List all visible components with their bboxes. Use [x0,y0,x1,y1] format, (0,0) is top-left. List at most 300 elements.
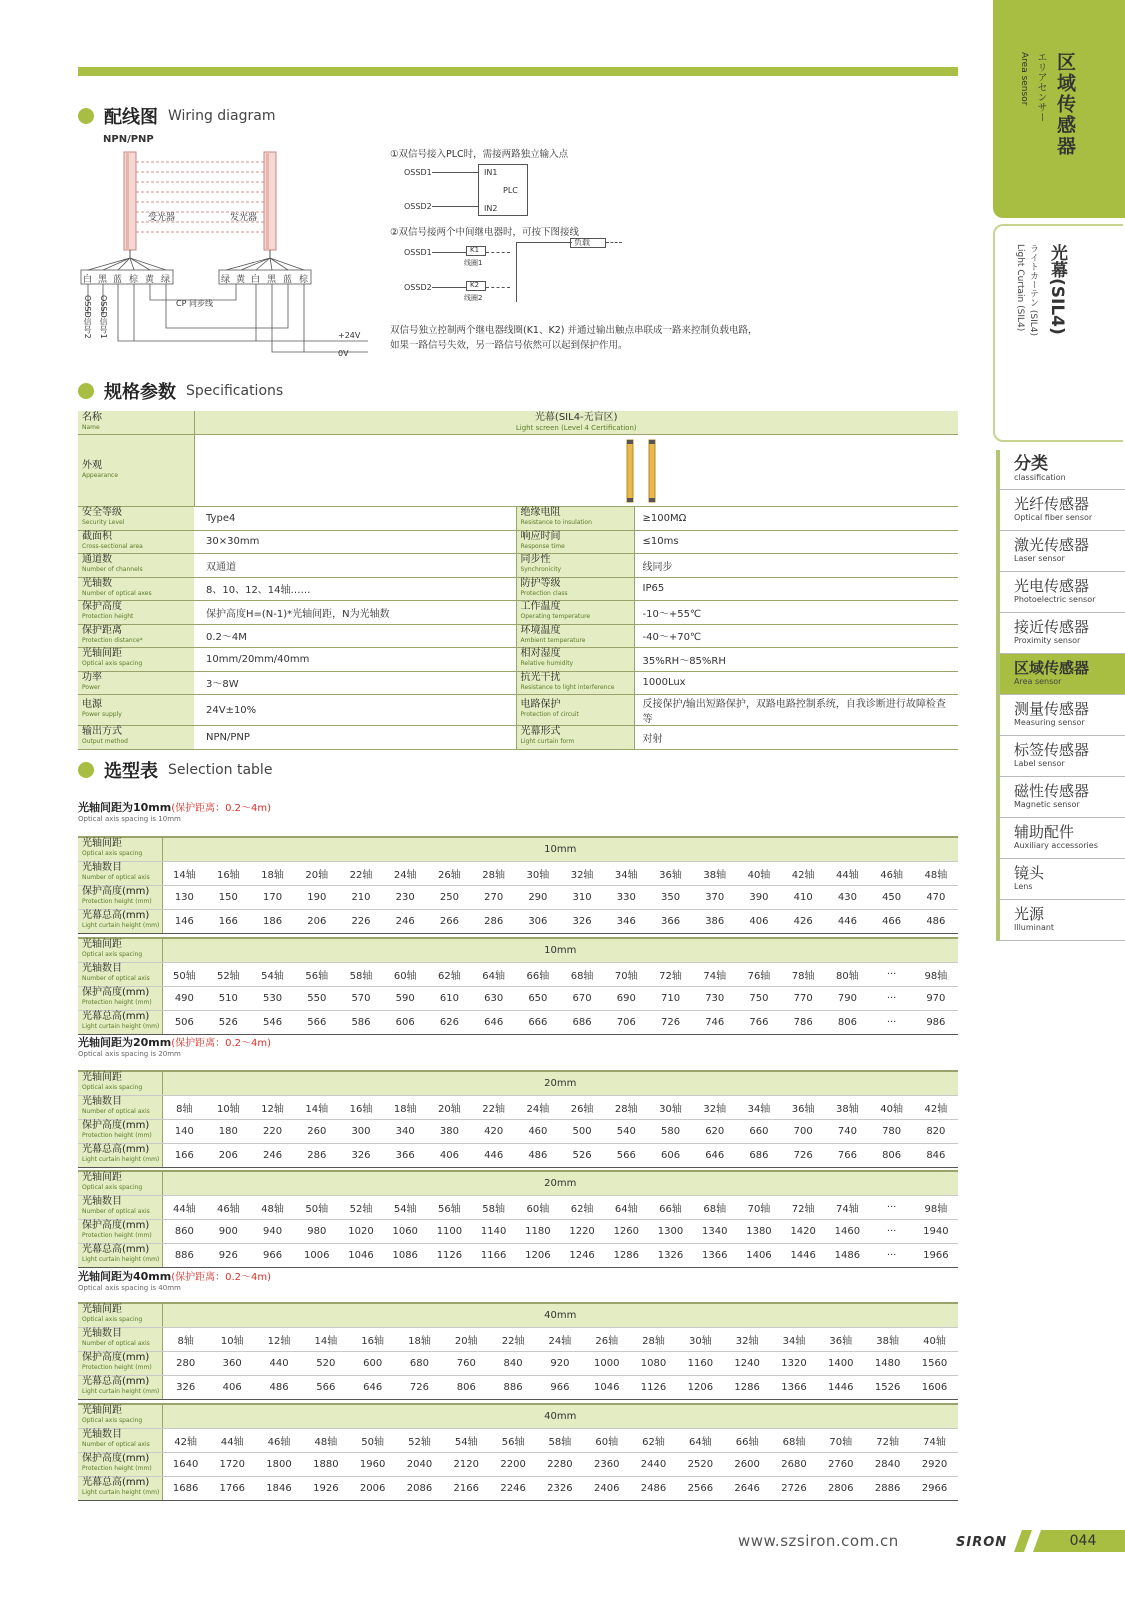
footer-accent [1014,1530,1032,1552]
side-menu-item-label: 接近传感器 [1014,618,1090,636]
selection-cell: 66轴 [516,962,560,986]
bullet-dot [78,108,94,124]
k2-label: K2 [470,281,480,289]
spec-row [78,507,958,531]
spec-label: 保护距离 Protection distance* [78,624,194,648]
selection-cell: 1126 [630,1375,677,1399]
top-accent-bar [78,67,958,76]
selection-cell: 18轴 [383,1095,427,1119]
selection-cell: 530 [250,986,294,1010]
selection-cell: 34轴 [604,861,648,885]
selection-cell: 166 [162,1143,206,1167]
selection-cell: 1460 [825,1219,869,1243]
selection-cell: 550 [295,986,339,1010]
side-menu-item[interactable] [996,654,1125,695]
product-card[interactable] [993,224,1123,442]
selection-cell: 2086 [396,1476,443,1500]
spec-label: 工作温度 Operating temperature [516,601,634,625]
selection-cell: 42轴 [781,861,825,885]
selection-table [78,1170,958,1268]
page-number: 044 [1069,1533,1097,1549]
selection-cell: 32轴 [693,1095,737,1119]
spec-label: 响应时间 Response time [516,530,634,554]
selection-cell: 68轴 [771,1428,818,1452]
selection-cell: 2840 [864,1452,911,1476]
side-menu-item[interactable] [996,818,1125,859]
side-menu-item-en: Magnetic sensor [1014,800,1080,809]
wiring-diagram [78,130,368,360]
cp-sync-label: CP 同步线 [176,299,213,308]
side-menu-item[interactable] [996,777,1125,818]
spec-value: Type4 [194,507,516,531]
selection-cell: ··· [870,1010,914,1034]
selection-cell: 746 [693,1010,737,1034]
selection-cell: 2326 [537,1476,584,1500]
selection-cell: 346 [604,909,648,933]
selection-cell: 70轴 [604,962,648,986]
selection-cell: 32轴 [724,1327,771,1351]
selection-cell: 1300 [648,1219,692,1243]
plc-note-1: ①双信号接入PLC时，需接两路独立输入点 [390,149,569,160]
selection-cell: 426 [781,909,825,933]
selection-cell: 40轴 [870,1095,914,1119]
selection-cell: 446 [825,909,869,933]
selection-cell: 1180 [516,1219,560,1243]
spec-appearance-row [78,435,958,507]
selection-cell: 1340 [693,1219,737,1243]
selection-table [78,1403,958,1501]
selection-cell: 406 [427,1143,471,1167]
selection-header-row [78,1303,958,1327]
spec-table [78,411,958,750]
product-card-jp: ライトカーテン (SIL4) [1028,244,1038,336]
selection-cell: 62轴 [427,962,471,986]
selection-cell: 38轴 [825,1095,869,1119]
selection-cell: 70轴 [817,1428,864,1452]
spec-row [78,601,958,625]
spec-label: 相对湿度 Relative humidity [516,648,634,672]
selection-row-label: 保护高度(mm) Protection height (mm) [78,1219,162,1243]
spec-value: 1000Lux [634,671,958,695]
spec-value: 10mm/20mm/40mm [194,648,516,672]
selection-cell: 386 [693,909,737,933]
selection-row-label: 保护高度(mm) Protection height (mm) [78,885,162,909]
side-menu-item-label: 测量传感器 [1014,700,1090,718]
selection-cell: 646 [472,1010,516,1034]
selection-cell: 970 [914,986,958,1010]
selection-row-label: 光轴数目 Number of optical axis [78,1428,162,1452]
selection-cell: 16轴 [339,1095,383,1119]
selection-cell: 66轴 [724,1428,771,1452]
selection-cell: 46轴 [870,861,914,885]
selection-cell: 1446 [817,1375,864,1399]
selection-cell: 2920 [911,1452,958,1476]
selection-cell: 60轴 [516,1195,560,1219]
side-menu-item-label: 光电传感器 [1014,577,1090,595]
selection-cell: 24轴 [383,861,427,885]
selection-cell: 806 [870,1143,914,1167]
selection-cell: 1100 [427,1219,471,1243]
selection-cell: 64轴 [604,1195,648,1219]
selection-cell: 486 [914,909,958,933]
selection-cell: 350 [648,885,692,909]
selection-cell: 1446 [781,1243,825,1267]
selection-cell: 140 [162,1119,206,1143]
selection-header-row [78,837,958,861]
selection-cell: 1940 [914,1219,958,1243]
wiring-type-label: NPN/PNP [103,134,154,145]
selection-cell: 1126 [427,1243,471,1267]
selection-cell: 1880 [302,1452,349,1476]
selection-cell: 546 [250,1010,294,1034]
selection-section-header [78,757,272,783]
selection-row-label: 光轴数目 Number of optical axis [78,1327,162,1351]
spec-label: 电源 Power supply [78,695,194,726]
selection-cell: 60轴 [583,1428,630,1452]
selection-cell: 410 [781,885,825,909]
relay-ossd2: OSSD2 [404,283,432,292]
selection-cell: 30轴 [648,1095,692,1119]
wire-color-right: 棕 [299,275,309,285]
side-menu-item[interactable] [996,572,1125,613]
selection-cell: 606 [383,1010,427,1034]
selection-cell: 500 [560,1119,604,1143]
selection-cell: 726 [648,1010,692,1034]
selection-cell: 326 [339,1143,383,1167]
selection-cell: 62轴 [630,1428,677,1452]
selection-row-label: 光幕总高(mm) Light curtain height (mm) [78,1010,162,1034]
selection-cell: 670 [560,986,604,1010]
selection-cell: 2726 [771,1476,818,1500]
selection-cell: 24轴 [516,1095,560,1119]
selection-cell: 36轴 [648,861,692,885]
side-menu-item-en: Measuring sensor [1014,718,1085,727]
selection-cell: 306 [516,909,560,933]
selection-cell: 206 [206,1143,250,1167]
selection-cell: 48轴 [914,861,958,885]
selection-cell: 310 [560,885,604,909]
selection-cell: 920 [537,1351,584,1375]
selection-cell: ··· [870,986,914,1010]
selection-row [78,1327,958,1351]
selection-cell: 840 [490,1351,537,1375]
plc-note-2: ②双信号接两个中间继电器时，可按下图接线 [390,227,580,238]
selection-cell: 58轴 [537,1428,584,1452]
spec-value: IP65 [634,577,958,601]
selection-spacing: 10mm [162,938,958,962]
selection-cell: 360 [209,1351,256,1375]
selection-cell: 986 [914,1010,958,1034]
spec-label: 截面积 Cross-sectional area [78,530,194,554]
selection-row [78,1375,958,1399]
footer-url[interactable]: www.szsiron.com.cn [738,1532,899,1550]
side-menu [996,450,1125,941]
side-menu-item-en: Lens [1014,882,1033,891]
selection-cell: 486 [256,1375,303,1399]
selection-cell: 566 [604,1143,648,1167]
selection-cell: 1060 [383,1219,427,1243]
side-menu-item-en: Area sensor [1014,677,1062,686]
selection-cell: 250 [427,885,471,909]
selection-cell: 1400 [817,1351,864,1375]
side-menu-item-label: 标签传感器 [1014,741,1090,759]
selection-cell: 660 [737,1119,781,1143]
selection-cell: 60轴 [383,962,427,986]
spec-value: ≥100MΩ [634,507,958,531]
selection-row [78,861,958,885]
selection-header-row [78,1404,958,1428]
selection-cell: 48轴 [250,1195,294,1219]
side-menu-item[interactable] [996,450,1125,490]
selection-cell: 770 [781,986,825,1010]
side-menu-item-en: Proximity sensor [1014,636,1081,645]
spec-value: 35%RH～85%RH [634,648,958,672]
selection-cell: 26轴 [583,1327,630,1351]
selection-cell: 1800 [256,1452,303,1476]
selection-cell: 266 [427,909,471,933]
selection-cell: 1206 [516,1243,560,1267]
selection-cell: 56轴 [490,1428,537,1452]
selection-row-label: 光轴数目 Number of optical axis [78,861,162,885]
selection-header-row [78,938,958,962]
selection-cell: 14轴 [295,1095,339,1119]
selection-cell: 726 [396,1375,443,1399]
selection-cell: 74轴 [693,962,737,986]
selection-cell: 34轴 [737,1095,781,1119]
spec-label: 光幕形式 Light curtain form [516,726,634,750]
selection-cell: 58轴 [472,1195,516,1219]
selection-cell: 1240 [724,1351,771,1375]
selection-cell: 74轴 [825,1195,869,1219]
spec-label: 抗光干扰 Resistance to light interference [516,671,634,695]
selection-cell: 406 [737,909,781,933]
spec-label: 功率 Power [78,671,194,695]
spec-row [78,530,958,554]
selection-cell: 886 [490,1375,537,1399]
wire-color-left: 黄 [145,275,155,285]
selection-row [78,1351,958,1375]
side-menu-item-en: classification [1014,473,1066,482]
side-menu-item-en: Photoelectric sensor [1014,595,1096,604]
relay-desc-2: 如果一路信号失效，另一路信号依然可以起到保护作用。 [390,340,628,351]
spec-appearance-label: 外观 Appearance [78,435,194,507]
spec-value: 30×30mm [194,530,516,554]
selection-cell: 1480 [864,1351,911,1375]
selection-cell: 2200 [490,1452,537,1476]
selection-cell: 1380 [737,1219,781,1243]
selection-cell: 30轴 [677,1327,724,1351]
selection-subtitle: Selection table [168,762,273,778]
selection-row [78,1243,958,1267]
selection-cell: 366 [383,1143,427,1167]
selection-group-title: 光轴间距为20mm(保护距离：0.2～4m) Optical axis spacing is 20mm [78,1036,272,1058]
selection-cell: 1246 [560,1243,604,1267]
side-menu-item-label: 激光传感器 [1014,536,1090,554]
selection-cell: 646 [693,1143,737,1167]
side-menu-item[interactable] [996,736,1125,777]
selection-header-row [78,1071,958,1095]
side-menu-item[interactable] [996,695,1125,736]
load-label: 负载 [574,238,590,247]
selection-cell: 2440 [630,1452,677,1476]
side-menu-item[interactable] [996,490,1125,531]
selection-cell: 246 [250,1143,294,1167]
selection-cell: 1000 [583,1351,630,1375]
spec-label: 光轴间距 Optical axis spacing [78,648,194,672]
selection-cell: 1686 [162,1476,209,1500]
selection-cell: 900 [206,1219,250,1243]
selection-row [78,1119,958,1143]
selection-cell: 1560 [911,1351,958,1375]
selection-cell: 606 [648,1143,692,1167]
selection-cell: 806 [825,1010,869,1034]
selection-cell: 180 [206,1119,250,1143]
side-menu-item[interactable] [996,531,1125,572]
wire-color-left: 棕 [129,275,139,285]
selection-title: 选型表 [104,761,158,782]
selection-cell: 486 [516,1143,560,1167]
selection-group-title: 光轴间距为40mm(保护距离：0.2～4m) Optical axis spacing is 40mm [78,1270,272,1292]
selection-cell: 8轴 [162,1095,206,1119]
spec-row [78,648,958,672]
selection-cell: 2406 [583,1476,630,1500]
selection-cell: 226 [339,909,383,933]
selection-cell: 1366 [771,1375,818,1399]
selection-cell: 48轴 [302,1428,349,1452]
selection-cell: 22轴 [472,1095,516,1119]
selection-cell: 620 [693,1119,737,1143]
selection-cell: 726 [781,1143,825,1167]
selection-row-label: 光幕总高(mm) Light curtain height (mm) [78,1476,162,1500]
selection-cell: 1020 [339,1219,383,1243]
spec-label: 通道数 Number of channels [78,554,194,578]
selection-row-label: 保护高度(mm) Protection height (mm) [78,1351,162,1375]
selection-cell: 150 [206,885,250,909]
selection-row-label: 光幕总高(mm) Light curtain height (mm) [78,1243,162,1267]
selection-cell: 590 [383,986,427,1010]
selection-cell: 50轴 [349,1428,396,1452]
side-menu-item-label: 区域传感器 [1014,659,1090,677]
selection-row [78,1195,958,1219]
selection-cell: 506 [162,1010,206,1034]
selection-cell: 510 [206,986,250,1010]
selection-cell: 74轴 [911,1428,958,1452]
spec-name-label: 名称 Name [78,411,194,435]
selection-cell: 40轴 [911,1327,958,1351]
selection-row-label: 光轴间距 Optical axis spacing [78,1303,162,1327]
selection-row-label: 光轴数目 Number of optical axis [78,1095,162,1119]
coil1-label: 线圈1 [464,259,483,267]
light-curtain-image [621,438,661,504]
selection-cell: 420 [472,1119,516,1143]
selection-cell: ··· [870,1195,914,1219]
side-menu-item-label: 辅助配件 [1014,823,1075,841]
selection-cell: 78轴 [781,962,825,986]
category-tab-jp: エリアセンサー [1035,52,1046,122]
bullet-dot [78,383,94,399]
category-tab-title: 区域传感器 [1054,52,1076,157]
selection-cell: 380 [427,1119,471,1143]
selection-row [78,962,958,986]
selection-cell: 50轴 [162,962,206,986]
product-image [194,435,958,507]
selection-cell: 666 [516,1010,560,1034]
selection-cell: 46轴 [256,1428,303,1452]
selection-cell: 820 [914,1119,958,1143]
selection-cell: 2280 [537,1452,584,1476]
selection-cell: 1046 [339,1243,383,1267]
selection-cell: 66轴 [648,1195,692,1219]
side-menu-item[interactable] [996,859,1125,900]
selection-cell: 406 [209,1375,256,1399]
side-menu-item-en: Auxiliary accessories [1014,841,1098,850]
selection-cell: 1286 [724,1375,771,1399]
selection-cell: 26轴 [560,1095,604,1119]
selection-cell: 540 [604,1119,648,1143]
selection-cell: 20轴 [295,861,339,885]
selection-row [78,1476,958,1500]
selection-cell: 72轴 [781,1195,825,1219]
wire-color-right: 黄 [236,275,246,285]
selection-row [78,986,958,1010]
selection-cell: 18轴 [250,861,294,885]
selection-cell: 2646 [724,1476,771,1500]
selection-table [78,1070,958,1168]
selection-row-label: 保护高度(mm) Protection height (mm) [78,986,162,1010]
selection-cell: 52轴 [206,962,250,986]
spec-value: ≤10ms [634,530,958,554]
selection-cell: 326 [560,909,604,933]
selection-cell: 650 [516,986,560,1010]
side-menu-item[interactable] [996,900,1125,941]
selection-cell: 570 [339,986,383,1010]
selection-cell: 690 [604,986,648,1010]
selection-cell: 686 [737,1143,781,1167]
selection-cell: 44轴 [162,1195,206,1219]
selection-cell: 1140 [472,1219,516,1243]
selection-cell: 330 [604,885,648,909]
selection-cell: 2166 [443,1476,490,1500]
selection-cell: 1326 [648,1243,692,1267]
product-card-title: 光幕(SIL4) [1047,244,1067,335]
spec-value: 双通道 [194,554,516,578]
selection-row [78,1095,958,1119]
spec-section-header [78,378,283,404]
side-menu-item-en: Illuminant [1014,923,1055,932]
selection-cell: 2120 [443,1452,490,1476]
selection-cell: 1206 [677,1375,724,1399]
selection-cell: 42轴 [914,1095,958,1119]
selection-cell: 220 [250,1119,294,1143]
selection-cell: 1320 [771,1351,818,1375]
category-tab[interactable] [993,0,1125,218]
spec-value: 对射 [634,726,958,750]
selection-cell: 50轴 [295,1195,339,1219]
plc-ossd2: OSSD2 [404,202,432,211]
selection-cell: 780 [870,1119,914,1143]
spec-label: 电路保护 Protection of circuit [516,695,634,726]
selection-cell: 2566 [677,1476,724,1500]
spec-subtitle: Specifications [186,383,284,399]
selection-cell: 54轴 [250,962,294,986]
spec-value: 24V±10% [194,695,516,726]
spec-name-value: 光幕(SIL4-无盲区) Light screen (Level 4 Certification) [194,411,958,435]
selection-cell: 1960 [349,1452,396,1476]
selection-cell: 98轴 [914,962,958,986]
side-menu-item[interactable] [996,613,1125,654]
selection-cell: 38轴 [693,861,737,885]
selection-cell: 760 [443,1351,490,1375]
